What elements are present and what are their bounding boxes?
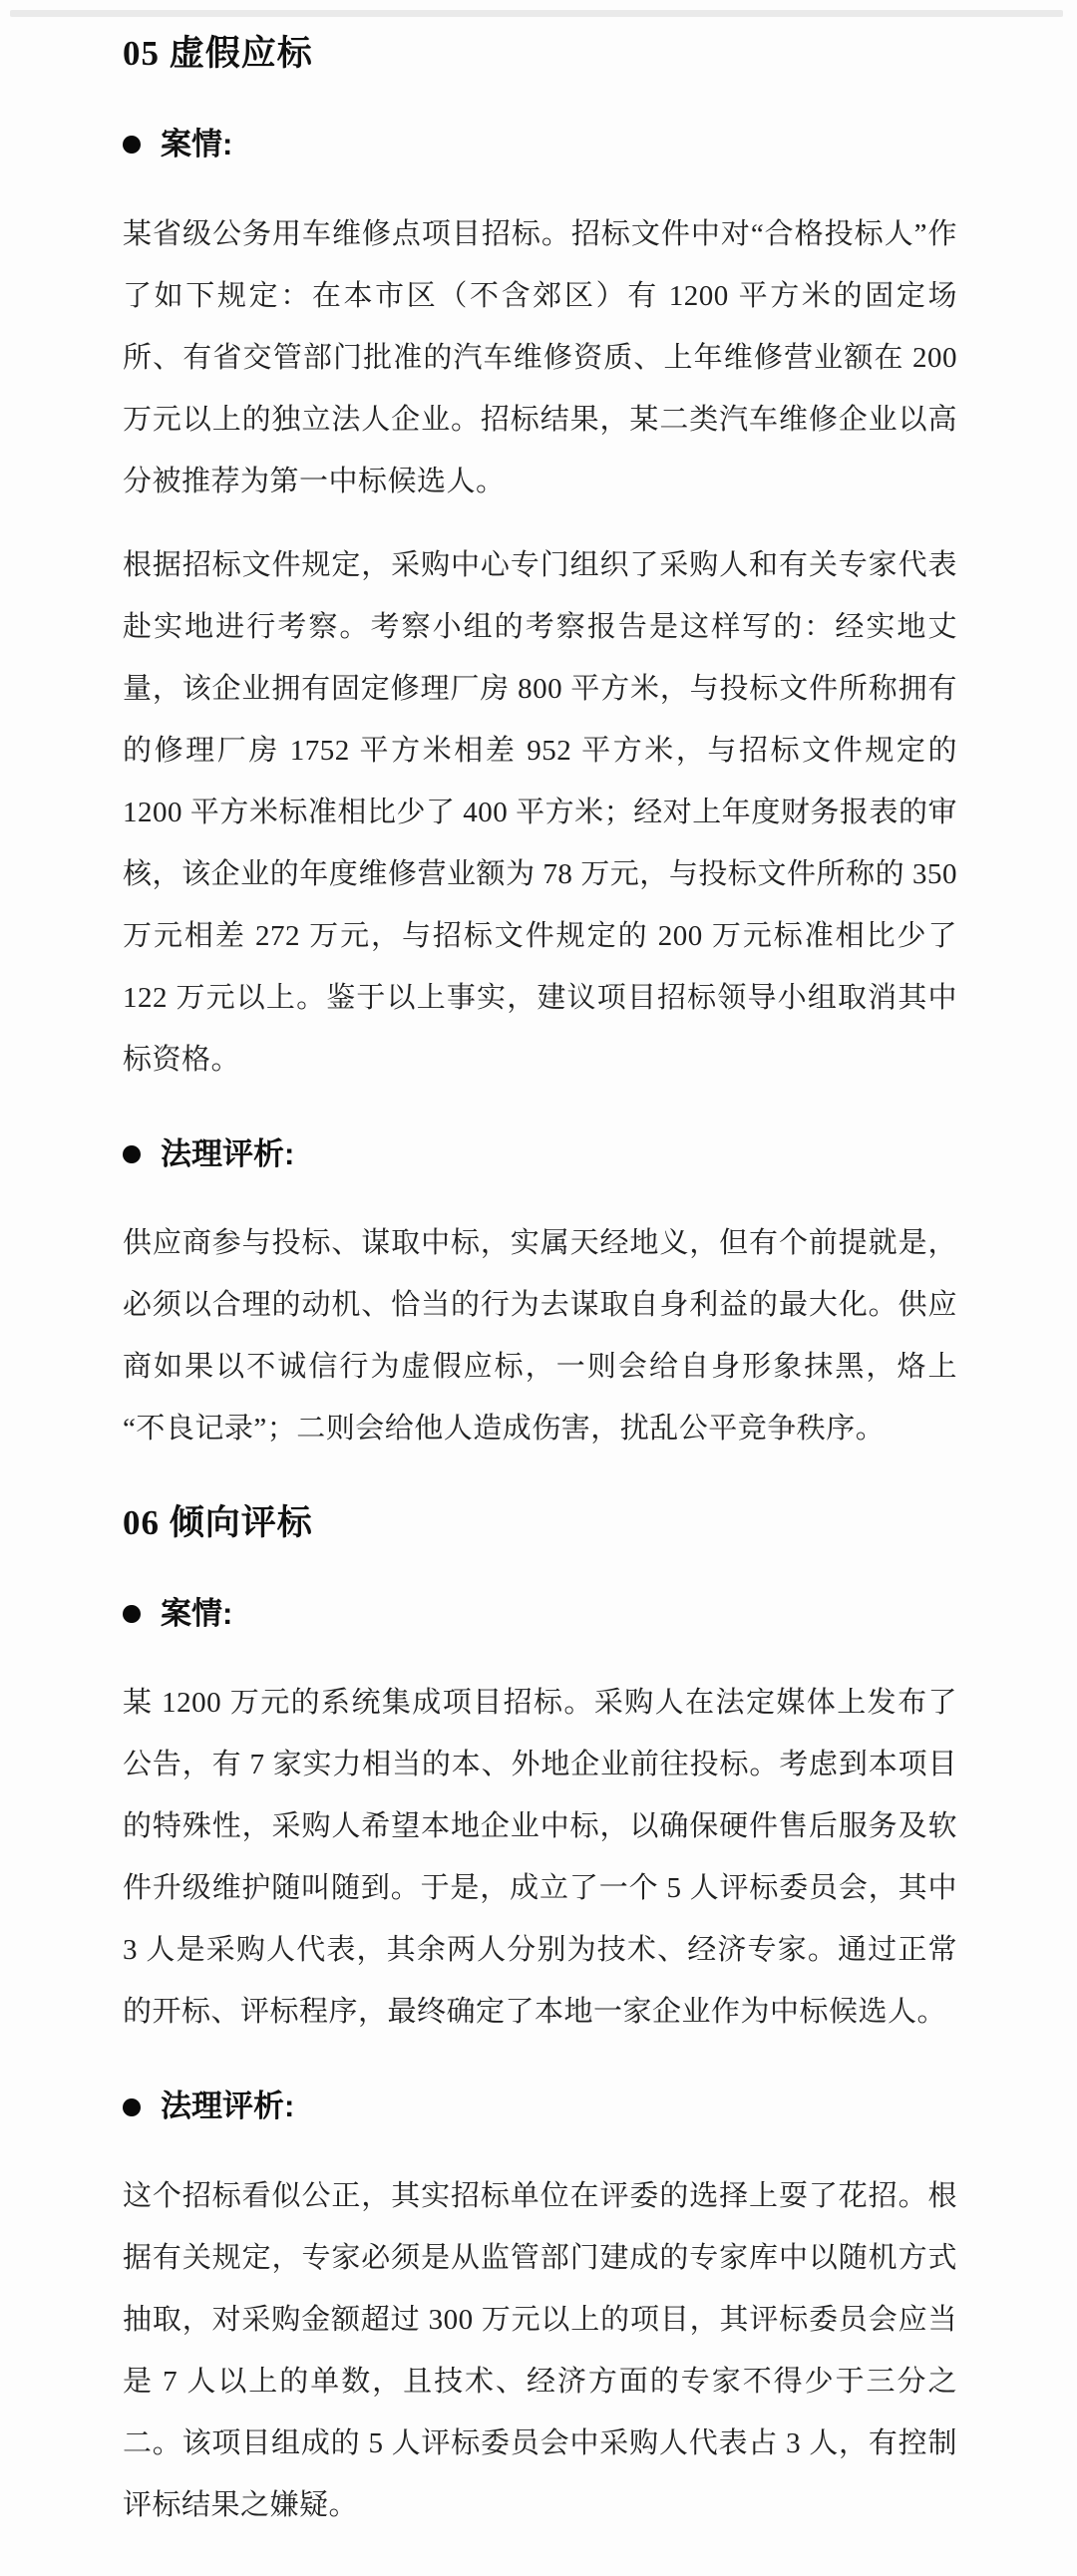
section-05-heading: 05 虚假应标 — [123, 34, 313, 73]
bullet-icon — [123, 136, 141, 154]
analysis-heading — [123, 1134, 957, 1174]
case-heading-label: 案情: — [161, 127, 233, 162]
bullet-icon — [123, 2098, 141, 2116]
case-paragraph: 某省级公务用车维修点项目招标。招标文件中对“合格投标人”作了如下规定：在本市区（不含郊区）有 1200 平方米的固定场所、有省交管部门批准的汽车维修资质、上年维修营业额在 200 万元以上的独立法人企业。招标结果，某二类汽车维修企业以高分被推荐为第一中标候选人。 — [123, 217, 957, 497]
analysis-heading-label: 法理评析: — [161, 2089, 295, 2124]
section-06-heading: 06 倾向评标 — [123, 1502, 313, 1542]
analysis-heading — [123, 2087, 957, 2126]
case-paragraph: 根据招标文件规定，采购中心专门组织了采购人和有关专家代表赴实地进行考察。考察小组的考察报告是这样写的：经实地丈量，该企业拥有固定修理厂房 800 平方米，与投标文件所称拥有的修理厂房 1752 平方米相差 952 平方米，与招标文件规定的 1200 平方米标准相比少了 400 平方米；经对上年度财务报表的审核，该企业的年度维修营业额为 78 万元，与投标文件所称的 350 万元相差 272 万元，与招标文件规定的 200 万元标准相比少了 122 万元以上。鉴于以上事实，建议项目招标领导小组取消其中标资格。 — [123, 548, 957, 1076]
case-heading — [123, 125, 957, 164]
top-divider — [10, 10, 1063, 17]
analysis-paragraph: 供应商参与投标、谋取中标，实属天经地义，但有个前提就是，必须以合理的动机、恰当的行为去谋取自身利益的最大化。供应商如果以不诚信行为虚假应标，一则会给自身形象抹黑，烙上“不良记录”；二则会给他人造成伤害，扰乱公平竞争秩序。 — [123, 1226, 957, 1445]
section-05 — [123, 0, 957, 1459]
analysis-heading-label: 法理评析: — [161, 1135, 295, 1171]
bullet-icon — [123, 1145, 141, 1163]
bullet-icon — [123, 1605, 141, 1623]
analysis-paragraph: 这个招标看似公正，其实招标单位在评委的选择上耍了花招。根据有关规定，专家必须是从监管部门建成的专家库中以随机方式抽取，对采购金额超过 300 万元以上的项目，其评标委员会应当是 7 人以上的单数，且技术、经济方面的专家不得少于三分之二。该项目组成的 5 人评标委员会中采购人代表占 3 人，有控制评标结果之嫌疑。 — [123, 2179, 957, 2521]
case-heading-label: 案情: — [161, 1596, 233, 1632]
case-heading — [123, 1594, 957, 1634]
case-paragraph: 某 1200 万元的系统集成项目招标。采购人在法定媒体上发布了公告，有 7 家实力相当的本、外地企业前往投标。考虑到本项目的特殊性，采购人希望本地企业中标，以确保硬件售后服务及软件升级维护随叫随到。于是，成立了一个 5 人评标委员会，其中 3 人是采购人代表，其余两人分别为技术、经济专家。通过正常的开标、评标程序，最终确定了本地一家企业作为中标候选人。 — [123, 1687, 957, 2029]
section-06 — [123, 1459, 957, 2536]
